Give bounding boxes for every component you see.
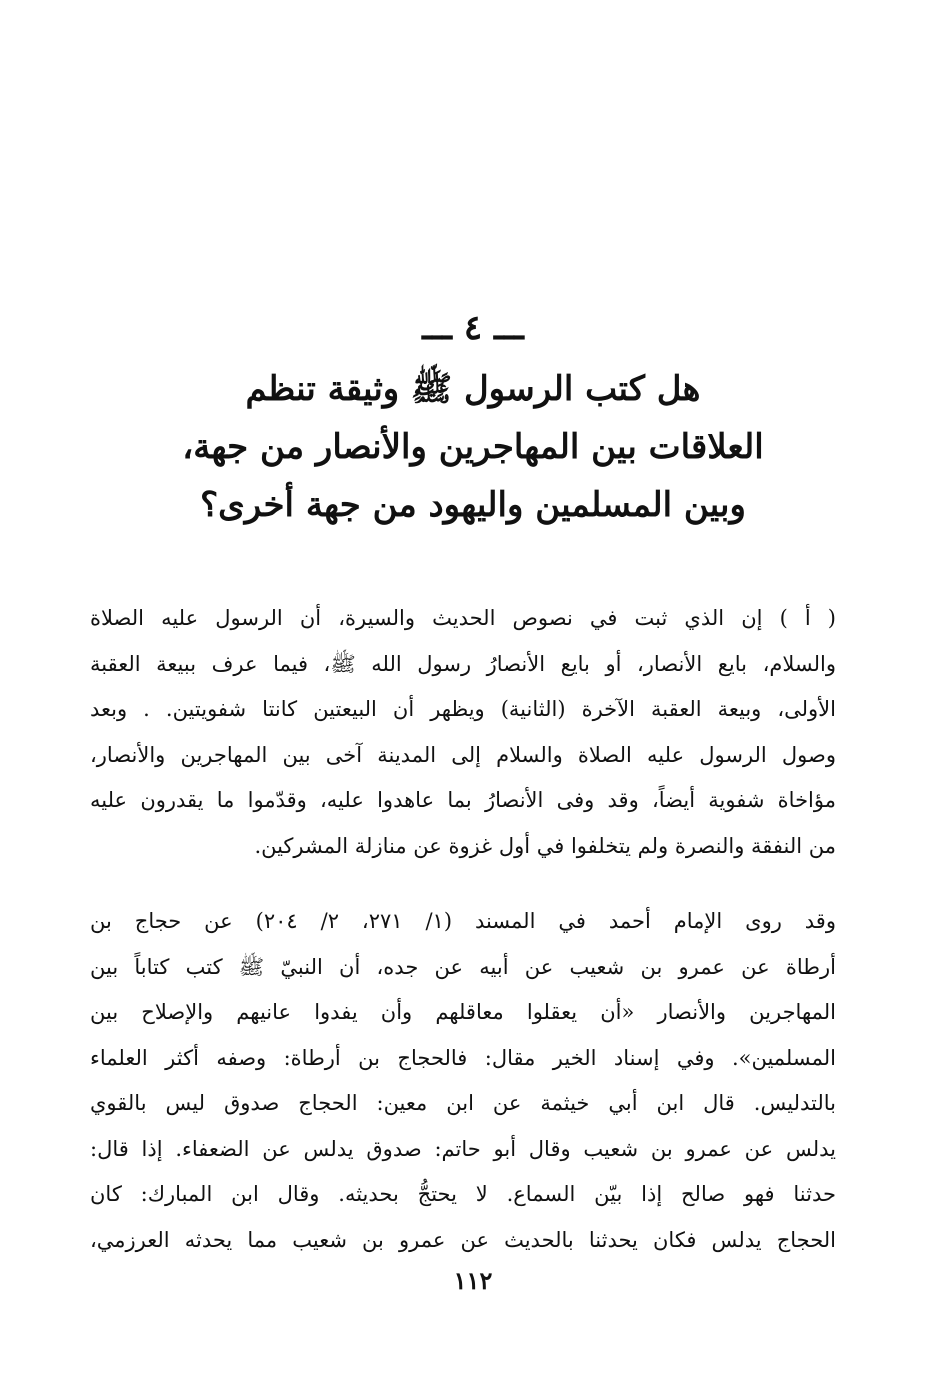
page-number: ١١٢ bbox=[453, 1266, 493, 1295]
text-line: الأولى، وبيعة العقبة الآخرة (الثانية) ويظهر أن البيعتين كانتا شفويتين. . وبعد bbox=[90, 697, 836, 721]
chapter-title-line: وبين المسلمين واليهود من جهة أخرى؟ bbox=[200, 485, 746, 525]
chapter-title bbox=[120, 360, 826, 534]
text-line: مؤاخاة شفوية أيضاً، وقد وفى الأنصارُ بما عاهدوا عليه، وقدّموا ما يقدرون عليه bbox=[90, 788, 836, 812]
text-line: من النفقة والنصرة ولم يتخلفوا في أول غزوة عن منازلة المشركين. bbox=[254, 833, 836, 858]
text-line: بالتدليس. قال ابن أبي خيثمة عن ابن معين: الحجاج صدوق ليس بالقوي bbox=[90, 1091, 836, 1115]
text-line: الحجاج يدلس فكان يحدثنا بالحديث عن عمرو بن شعيب مما يحدثه العرزمي، bbox=[90, 1227, 836, 1252]
text-line: أرطاة عن عمرو بن شعيب عن أبيه عن جده، أن النبيّ ﷺ كتب كتاباً بين bbox=[90, 954, 836, 979]
chapter-number: ـــ ٤ ـــ bbox=[422, 308, 524, 348]
text-line: وقد روى الإمام أحمد في المسند (١/ ٢٧١، ٢/ ٢٠٤) عن حجاج بن bbox=[90, 909, 836, 933]
text-line: ( أ ) إن الذي ثبت في نصوص الحديث والسيرة، أن الرسول عليه الصلاة bbox=[90, 606, 836, 630]
text-line: والسلام، بايع الأنصار، أو بايع الأنصارُ رسول الله ﷺ، فيما عرف ببيعة العقبة bbox=[90, 651, 836, 676]
text-line: يدلس عن عمرو بن شعيب وقال أبو حاتم: صدوق يدلس عن الضعفاء. إذا قال: bbox=[90, 1136, 836, 1161]
text-line: المهاجرين والأنصار «أن يعقلوا معاقلهم وأن يفدوا عانيهم والإصلاح بين bbox=[90, 1000, 836, 1024]
paragraph-1 bbox=[90, 596, 836, 869]
chapter-title-line: العلاقات بين المهاجرين والأنصار من جهة، bbox=[182, 427, 764, 467]
paragraph-2 bbox=[90, 899, 836, 1263]
text-line: حدثنا فهو صالح إذا بيّن السماع. لا يحتجُّ بحديثه. وقال ابن المبارك: كان bbox=[90, 1182, 836, 1206]
chapter-title-line: هل كتب الرسول ﷺ وثيقة تنظم bbox=[245, 369, 701, 409]
text-line: المسلمين». وفي إسناد الخير مقال: فالحجاج بن أرطاة: وصفه أكثر العلماء bbox=[90, 1045, 836, 1070]
body-text bbox=[90, 596, 836, 1263]
text-line: وصول الرسول عليه الصلاة والسلام إلى المدينة آخى بين المهاجرين والأنصار، bbox=[90, 742, 836, 767]
